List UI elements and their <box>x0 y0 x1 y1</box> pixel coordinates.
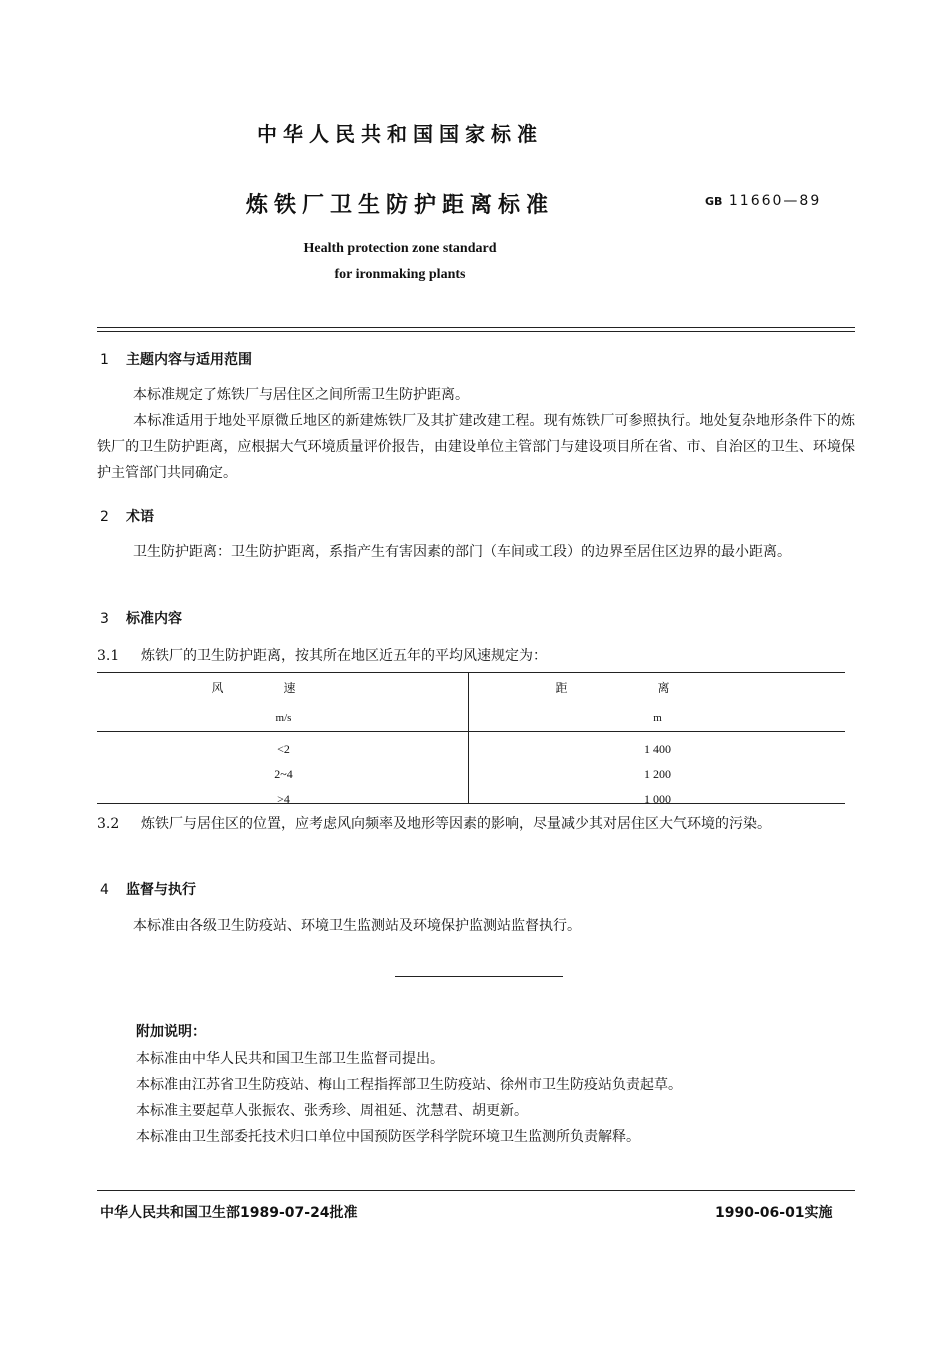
section-4-number: 4 <box>100 882 109 898</box>
document-title: 炼铁厂卫生防护距离标准 <box>245 193 554 218</box>
col-header-distance-text: 距离 <box>555 680 760 695</box>
footer-rule <box>97 1190 855 1191</box>
gb-prefix: GB <box>705 195 723 208</box>
english-title-line2: for ironmaking plants <box>334 267 466 282</box>
section-1-heading <box>100 349 252 369</box>
section-1-title: 主题内容与适用范围 <box>126 352 252 368</box>
col-unit-distance: m <box>653 712 662 724</box>
col-unit-wind: m/s <box>275 712 292 724</box>
wind-table <box>97 672 845 812</box>
col-header-distance <box>470 672 845 702</box>
note-line-2: 本标准由江苏省卫生防疫站、梅山工程指挥部卫生防疫站、徐州市卫生防疫站负责起草。 <box>136 1077 682 1093</box>
section-4-title: 监督与执行 <box>126 882 196 898</box>
clause-3-2 <box>97 811 855 837</box>
col-header-wind <box>97 672 470 702</box>
section-1-paragraph-2 <box>97 408 855 486</box>
clause-3-2-number: 3.2 <box>97 816 120 832</box>
table-row <box>97 762 845 787</box>
section-1-p1-text: 本标准规定了炼铁厂与居住区之间所需卫生防护距离。 <box>133 387 469 403</box>
end-of-text-rule <box>395 976 563 977</box>
header-rule-bottom <box>97 331 855 332</box>
gb-code <box>705 193 821 209</box>
gb-number: 11660—89 <box>728 193 822 209</box>
clause-3-1-text: 炼铁厂的卫生防护距离，按其所在地区近五年的平均风速规定为： <box>141 648 547 664</box>
section-2-title: 术语 <box>126 509 154 525</box>
section-1-number: 1 <box>100 352 109 368</box>
clause-3-2-text: 炼铁厂与居住区的位置，应考虑风向频率及地形等因素的影响，尽量减少其对居住区大气环境的污染。 <box>141 816 771 832</box>
section-2-heading <box>100 506 154 526</box>
table-column-divider <box>468 672 469 804</box>
note-line-4: 本标准由卫生部委托技术归口单位中国预防医学科学院环境卫生监测所负责解释。 <box>136 1129 640 1145</box>
table-row <box>97 734 845 762</box>
section-1-p2-text: 本标准适用于地处平原微丘地区的新建炼铁厂及其扩建改建工程。现有炼铁厂可参照执行。地处复杂地形条件下的炼铁厂的卫生防护距离，应根据大气环境质量评价报告，由建设单位主管部门与建设项目所在省、市、自治区的卫生、环境保护主管部门共同确定。 <box>97 413 855 481</box>
cell-distance: 1 400 <box>644 742 671 756</box>
table-row <box>97 787 845 812</box>
table-header-rule <box>97 731 845 732</box>
cell-wind: <2 <box>277 742 290 756</box>
effective-date: 1990-06-01实施 <box>715 1205 833 1221</box>
section-4-p1-text: 本标准由各级卫生防疫站、环境卫生监测站及环境保护监测站监督执行。 <box>133 918 581 934</box>
section-3-heading <box>100 608 182 628</box>
english-title-line1: Health protection zone standard <box>303 241 497 256</box>
notes-title: 附加说明： <box>136 1024 206 1040</box>
note-line-3: 本标准主要起草人张振农、张秀珍、周祖延、沈慧君、胡更新。 <box>136 1103 528 1119</box>
section-1-paragraph-1 <box>97 382 855 408</box>
section-2-number: 2 <box>100 509 109 525</box>
section-4-paragraph-1 <box>97 913 855 939</box>
national-standard-heading: 中华人民共和国国家标准 <box>257 122 543 146</box>
approval-date: 中华人民共和国卫生部1989-07-24批准 <box>100 1205 358 1221</box>
section-2-p1-text: 卫生防护距离：卫生防护距离，系指产生有害因素的部门（车间或工段）的边界至居住区边界的最小距离。 <box>133 544 791 560</box>
clause-3-1-number: 3.1 <box>97 648 120 664</box>
table-top-rule <box>97 672 845 673</box>
col-header-wind-text: 风速 <box>211 680 356 695</box>
cell-distance: 1 200 <box>644 767 671 781</box>
clause-3-1 <box>97 645 547 665</box>
note-line-1: 本标准由中华人民共和国卫生部卫生监督司提出。 <box>136 1051 444 1067</box>
section-4-heading <box>100 879 196 899</box>
table-bottom-rule <box>97 803 845 804</box>
cell-wind: 2~4 <box>274 767 293 781</box>
section-2-paragraph-1 <box>97 539 855 565</box>
wind-distance-table <box>97 672 845 804</box>
cell-distance: 1 000 <box>644 792 671 806</box>
section-3-title: 标准内容 <box>126 611 182 627</box>
cell-wind: >4 <box>277 792 290 806</box>
section-3-number: 3 <box>100 611 109 627</box>
header-rule-top <box>97 327 855 328</box>
